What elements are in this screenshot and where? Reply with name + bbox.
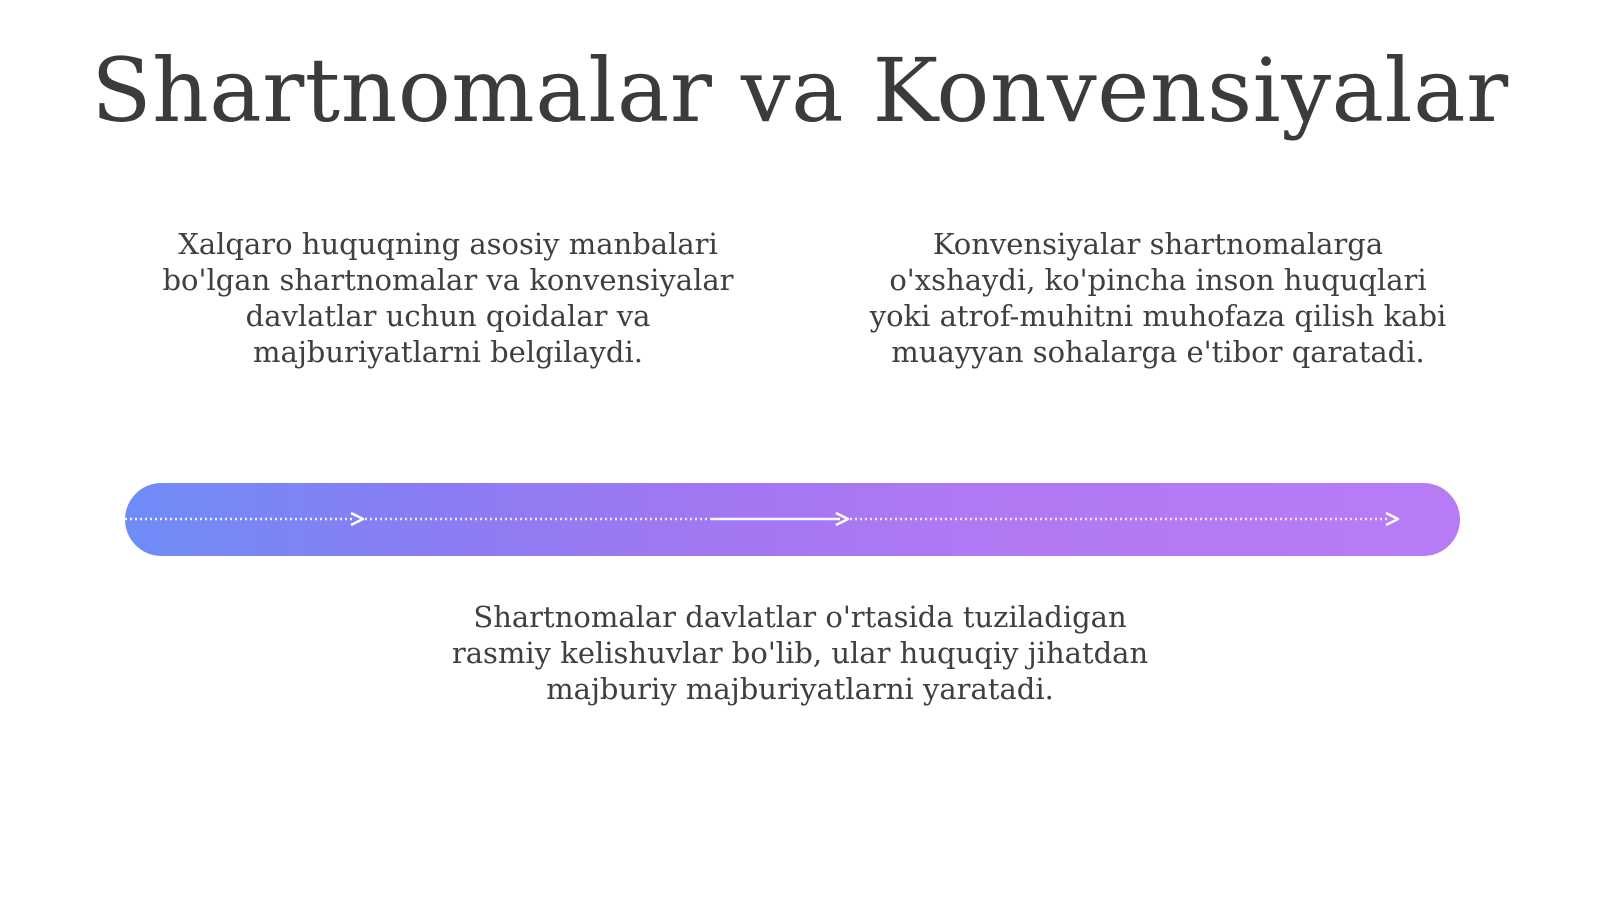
left-text-block: Xalqaro huquqning asosiy manbalari bo'lgan shartnomalar va konvensiyalar davlatlar uchun qoidalar va majburiyatlarni belgilaydi. — [162, 227, 734, 369]
bottom-text-block: Shartnomalar davlatlar o'rtasida tuziladigan rasmiy kelishuvlar bo'lib, ular huquqiy jihatdan majburiy majburiyatlarni yaratadi. — [451, 600, 1149, 706]
slide-title: Shartnomalar va Konvensiyalar — [91, 39, 1509, 142]
right-text-block: Konvensiyalar shartnomalarga o'xshaydi, ko'pincha inson huquqlari yoki atrof-muhitni muhofaza qilish kabi muayyan sohalarga e'tibor qaratadi. — [869, 227, 1447, 369]
timeline-arrows — [125, 483, 1460, 556]
timeline-arrowhead-1 — [351, 513, 363, 525]
timeline-arrowhead-3 — [1386, 513, 1398, 525]
timeline-bar — [125, 483, 1460, 556]
